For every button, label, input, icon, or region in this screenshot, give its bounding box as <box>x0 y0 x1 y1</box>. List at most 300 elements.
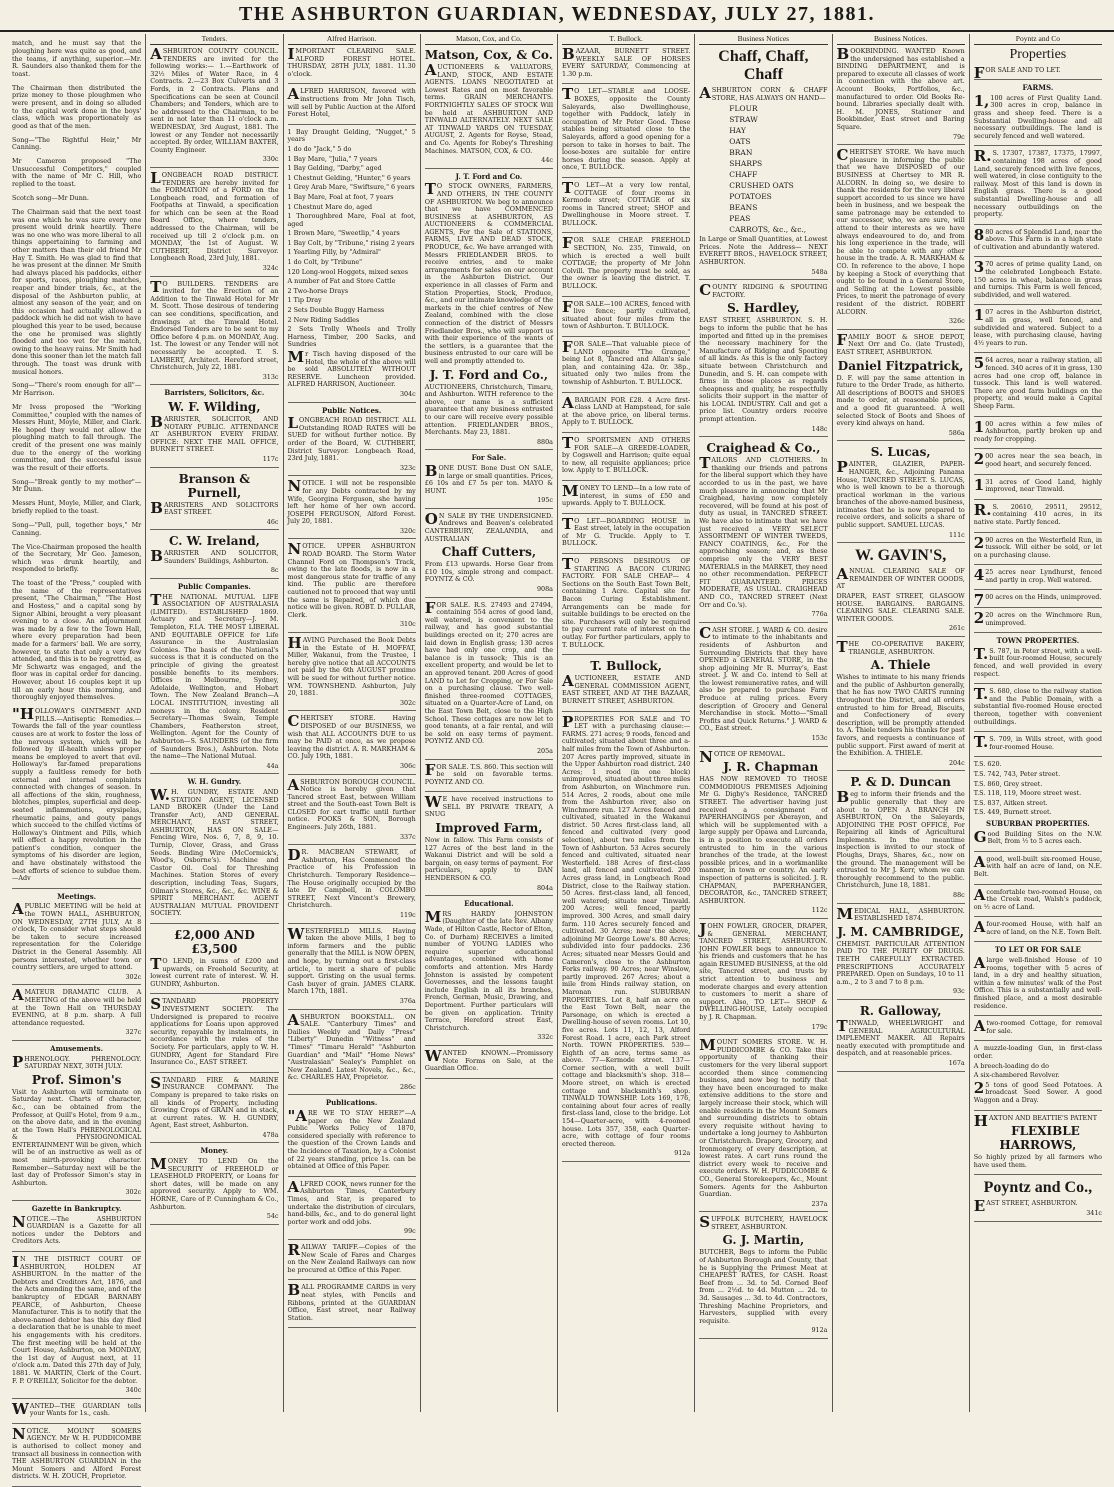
ad-reference-code: 804a <box>536 883 553 892</box>
ad-body: Good Building Sites on the N.W. Belt, from ½ to 5 acres each. <box>973 827 1102 846</box>
ad-reference-code: 148c <box>811 424 828 433</box>
column-heading: Business Notices <box>699 34 827 45</box>
ad-body: TINWALD, WHEELWRIGHT and GENERAL AGRICULTURAL IMPLEMENT MAKER. All Repairs neatly executed with promptitude and despatch, and at reasonable prices. <box>836 1016 965 1058</box>
ad-body: Beg to inform their friends and the public generally that they are about to OPEN A BRANCH IN ASHBURTON, On the Saleyards, ADJOINING THE POST OFFICE, For Repairing all kinds of Agricultural Implements. In the meantime inspection is invited to our stock of Ploughs, Drays, Shares, &c., now on the ground. The management will be entrusted to Mr J. Kerr, whom we can thoroughly recommend to the public. Christchurch, June 18, 1881. <box>836 788 965 890</box>
advertisement <box>562 659 690 711</box>
paragraph-text: Song—"The Rightful Heir," Mr Canning. <box>12 135 142 152</box>
ad-body: WANTED—THE GUARDIAN tells your Wants for 1s., cash. <box>12 1399 142 1418</box>
list-item: A six-chambered Revolver. <box>973 1071 1060 1080</box>
ad-display-name: A. Thiele <box>870 658 931 673</box>
ad-body: BARRISTER, SOLICITOR, AND NOTARY PUBLIC. ATTENDANCE AT ASHBURTON EVERY FRIDAY. OFFICE: NEXT THE MAIL OFFICE, BURNETT STREET. <box>150 412 279 454</box>
ad-reference-code: 324c <box>262 264 279 273</box>
advertisement <box>973 827 1102 852</box>
list-item: T.S. 860, Grey street. <box>973 779 1043 788</box>
ad-body-continued: EAST STREET, ASHBURTON. S. H. begs to inform the public that he has imported and fitted up in the premises the necessary machinery for the Manufacture of Ridging and Spouting of all kinds. As this is the only factory situate between Christchurch and Dunedin, and S. H. can compete with firms in those places as regards cheapness and quality, he respectfully solicits their support in the matter of his LOCAL INDUSTRY. Call and get a price list. Country orders receive prompt attention. <box>699 316 828 424</box>
ad-body: Acomfortable two-roomed House, on the Creek road, Walsh's paddock, on ½ acre of Land. <box>973 885 1102 911</box>
ad-body-continued: CHEMIST. PARTICULAR ATTENTION PAID TO THE PURITY OF DRUGS. TEETH CAREFULLY EXTRACTED. PRESCRIPTIONS ACCURATELY PREPARED. Open on Sundays, 10 to 11 a.m., 2 to 3 and 7 to 8 p.m. <box>836 939 965 986</box>
section-heading: J. T. Ford and Co. <box>455 171 523 181</box>
advertisement <box>287 1240 416 1280</box>
paragraph-text: Song—"There's room enough for all"—Mr Harrison. <box>12 381 142 398</box>
ad-display-name: C. W. Ireland, <box>168 534 260 549</box>
advertisement <box>973 533 1102 566</box>
section-heading: Public Companies. <box>177 582 251 592</box>
ad-body: NOTICE OF REMOVAL. <box>699 747 786 766</box>
section-heading: Money. <box>200 1146 229 1156</box>
ad-body-continued: BUTCHER, Begs to inform the Public of Ashburton Borough and County, that he is Supplying the Primest Meat at CHEAPEST RATES, for CASH. Roast Beef from ... 3d. to 5d. Corned Beef from ... 2½d. to 4d. Mutton ... 2d. to 3d. Sausages ... 3d. to 4d. Contractors, Threshing Machine Proprietors, and Harvesters, supplied with every requisite. <box>699 1248 828 1325</box>
advertisement <box>837 775 965 903</box>
column-3 <box>283 34 420 1412</box>
ad-body: 370 acres of prime quality Land, on the celebrated Longbeach Estate. 150 acres in wheat, balance in grass and turnips. This Farm is well fenced, subdivided, and well watered. <box>973 258 1102 299</box>
ad-reference-code: 548a <box>811 267 828 276</box>
ad-display-name: J. R. Chapman <box>723 760 819 775</box>
advertisement <box>837 445 965 543</box>
goods-item: OATS <box>729 137 751 147</box>
list-item: 1 Thoroughbred Mare, Foal at foot, aged <box>287 212 416 228</box>
advertisement <box>973 450 1102 474</box>
section-heading: Barristers, Solicitors, &c. <box>164 388 265 398</box>
ad-body: FOR SALE. T.S. 860. This section will be sold on favorable terms. POYNTZ AND CO. <box>424 760 553 786</box>
ad-body: 220 acres on the Winchmore Run, unimproved. <box>973 609 1102 628</box>
ad-body: TO LET—BOARDING HOUSE in East street, lately in the occupation of Mr G. Truckle. Apply to T. BULLOCK. <box>562 514 691 548</box>
advertisement <box>287 540 416 633</box>
ad-body: Atwo-roomed Cottage, for removal for sale. <box>973 1017 1102 1036</box>
goods-item: CARROTS, &c., &c., <box>729 225 807 235</box>
goods-item: BRAN <box>729 148 753 158</box>
advertisement <box>287 712 416 774</box>
ad-body: BALL PROGRAMME CARDS in very neat styles, with Pencils and Ribbons, printed at the GUARDIAN Office, East street, near Railway Station. <box>287 1281 416 1322</box>
ad-body: R.S. 17307, 17387, 17375, 17997, containing 198 acres of good Land, securely fenced with live fences, well watered, in close contiguity to the railway. Most of this land is down in English grass. There is a good substantial Dwelling-house and all necessary outbuildings on the property. <box>973 147 1102 219</box>
ad-body: 290 acres on the Westerfield Run, in tussock. Will either be sold, or let on a purchasing clause. <box>973 533 1102 559</box>
paragraph-text: The Vice-Chairman proposed the health of the Secretary, Mr Geo. Jameson, which was drunk heartily, and responded to briefly. <box>12 542 142 574</box>
ad-reference-code: 167a <box>948 1058 965 1067</box>
ad-body-continued: From £13 upwards. Horse Gear from £10 10s, simple strong and compact. FOYNTZ & CO. <box>424 560 553 584</box>
advertisement <box>973 258 1102 305</box>
ad-body: 200 acres near the sea beach, in good heart, and securely fenced. <box>973 450 1102 469</box>
advertisement <box>287 634 416 711</box>
advertisement <box>150 1155 279 1225</box>
ad-reference-code: 880a <box>536 437 553 446</box>
ad-body: RAILWAY TARIFF.—Copies of the New Scale of Fares and Charges on the New Zealand Railways can now be procured at Office of this Paper. <box>287 1240 416 1274</box>
ad-body: JOHN FOWLER, GROCER, DRAPER, & GENERAL MERCHANT, TANCRED STREET, ASHBURTON. JOHN FOWLER begs to announce to his friends and customers that he has again RESUMED BUSINESS, at the old site, Tancred street, and trusts by strict attention to business and moderate charges and every attention to customers to merit a share of support. Also, TO LET— SHOP & DWELLING-HOUSE, Lately occupied by J. R. Chapman. <box>699 919 828 1022</box>
goods-item: POTATOES <box>729 192 772 202</box>
list-item: A muzzle-loading Gun, in first-class order. <box>973 1044 1102 1060</box>
advertisement <box>973 354 1102 416</box>
ad-body: FOR SALE—100 ACRES, fenced with live fence; partly cultivated, situated about four miles from the town of Ashburton. T. BULLOCK. <box>562 297 691 331</box>
advertisement <box>562 85 691 178</box>
advertisement <box>150 785 279 924</box>
advertisement <box>973 566 1102 590</box>
ad-display-name: Chaff Cutters, <box>441 545 537 560</box>
ad-reference-code: 327c <box>125 1028 142 1037</box>
ad-reference-code: 326c <box>948 317 965 326</box>
list-item: A breech-loading do do <box>973 1061 1049 1070</box>
advertisement <box>836 330 965 442</box>
advertisement <box>973 733 1102 757</box>
ad-display-name: W. F. Wilding, <box>168 399 261 414</box>
ad-body: Agood, well-built six-roomed House, with half an acre of land, on N.E. Belt. <box>973 852 1102 878</box>
advertisement <box>424 598 553 760</box>
article-paragraph <box>12 522 141 537</box>
ad-display-name: Matson, Cox, & Co. <box>424 48 553 62</box>
ad-body: FOR SALE. R.S. 27493 and 27494, containing 554 acres of good land, well watered, is convenient to the railway, and has good substantial buildings erected on it; 270 acres are laid down in English grass; 130 acres have had only one crop, and the balance is in tussock; This is an excellent property, and would be let to an approved tenant. 200 Acres of good LAND to Let for Cropping, or For Sale on a purchasing clause. Two well-finished three-roomed COTTAGES, situated on a Quarter-Acre of Land, on the East Town Belt, close to the High School. These cottages are now let to good tenants, at a fair rental, and will be sold on easy terms of payment. POYNTZ AND CO. <box>424 598 553 746</box>
ad-body: AUCTIONEER, ESTATE AND GENERAL COMMISSION AGENT, EAST STREET, AND AT THE BAZAAR, BURNETT STREET, ASHBURTON. <box>562 672 691 705</box>
ad-body-continued: Wishes to intimate to his many friends and the public of Ashburton generally, that he has now TWO CARTS running throughout the District, and all orders entrusted to him for Bread, Biscuits, and Confectionery of every description, will be promptly attended to. A. Thiele tenders his thanks for past favors, and requests a continuance of public support. First award of merit at the Exhibition. A. THIELE. <box>836 673 965 758</box>
section-heading: SUBURBAN PROPERTIES. <box>986 818 1090 828</box>
advertisement <box>562 338 691 393</box>
ad-reference-code: 205a <box>536 746 553 755</box>
ad-body: ASHBURTON BOROUGH COUNCIL. Notice is hereby given that Tancred street East, between William street and the South-east Town Belt is CLOSED for cart traffic until further notice. FOOKS & SON, Borough Engineers. July 26th, 1881. <box>287 775 416 832</box>
ad-body: 700 acres on the Hinds, unimproved. <box>973 591 1102 610</box>
advertisement <box>424 793 553 896</box>
advertisement <box>699 441 827 622</box>
advertisement <box>150 400 278 468</box>
article-paragraph <box>12 209 141 376</box>
paragraph-text: The toast of the "Press," coupled with the name of the representatives present, "The Chairman," "The Host and Hostess," and a capital song by Signor Albini, brought a very pleasant evening to a close. An adjournment was made by a few to the Town Hall, where every preparation had been made for a farmers' ball. We are sorry, however, to state that only a very few attended, and this is to be regretted, as Mr Schwartz was engaged, and the floor was in capital order for dancing. However, about 16 couples kept it up till an early hour this morning, and thoroughly enjoyed themselves. <box>12 579 142 702</box>
ad-body: ABARGAIN FOR £28. 4 Acre first-class LAND at Hampstead, for sale at the above price, on liberal terms. Apply to T. BULLOCK. <box>562 393 691 427</box>
paragraph-text: Song—"Break gently to my mother"—Mr Dunn. <box>12 477 142 494</box>
advertisement <box>287 1177 416 1240</box>
ad-body: 880 acres of Splendid Land, near the above. This Farm is in a high state of cultivation and abundantly watered. <box>973 225 1102 251</box>
ad-body: NOTICE. I will not be responsible for any Debts contracted by my Wife, Georgina Ferguson, she having left her home of her own accord. JOSEPH FERGUSON, Alford Forest. July 20, 1881. <box>287 477 416 526</box>
advertisement <box>12 1212 142 1252</box>
ad-body: COUNTY RIDGING & SPOUTING FACTORY. <box>699 281 828 300</box>
ad-body: LONGBEACH ROAD DISTRICT. ALL Outstanding ROAD RATES will be SUED for without further notice. By order of the Board, W. CUTHBERT, District Surveyor. Longbeach Road, 23rd July, 1881. <box>287 414 416 463</box>
ad-body: IMPORTANT CLEARING SALE. ALFORD FOREST HOTEL. THURSDAY, 28TH JULY, 1881. 11.30 o'clock. <box>287 45 416 78</box>
ad-body-continued: HAS NOW REMOVED TO THOSE COMMODIOUS PREMISES Adjoining Mr G. Digby's Residence, TANCRED STREET. The advertiser having just received a consignment of PAPERHANGINGS per Aberayon, and which will be supplemented with a large supply per Opawa and Lurcanda, is in a position to execute all orders entrusted to him in the various branches of the trade, at the lowest possible prices, and in a workmanlike manner, in town or country. An early inspection of patterns is solicited. J. R. CHAPMAN, PAPERHANGER, DECORATOR, &c., TANCRED STREET, ASHBURTON. <box>699 775 828 905</box>
paragraph-text: Scotch song—Mr Dunn. <box>12 194 89 203</box>
list-item: 1 Bay Gelding, "Darby," aged <box>287 164 382 173</box>
ad-display-name: G. J. Martin, <box>722 1233 805 1248</box>
advertisement <box>973 918 1102 942</box>
article-paragraph <box>12 195 141 203</box>
newspaper-title: THE ASHBURTON GUARDIAN, WEDNESDAY, JULY 27, 1881. <box>239 3 875 25</box>
advertisement <box>150 995 279 1072</box>
list-item: T.S. 837, Aitken street. <box>973 798 1048 807</box>
ad-reference-code: 908a <box>536 585 553 594</box>
advertisement <box>287 1010 416 1096</box>
ad-reference-code: 376a <box>399 996 416 1005</box>
ad-body: MONEY TO LEND—In a low rate of interest, in sums of £50 and upwards. Apply to T. BULLOCK. <box>562 481 691 508</box>
ad-body: TAILORS AND CLOTHIERS. In thanking our friends and patrons for the liberal support which they have accorded to us in the past, we have much pleasure in announcing that Mr Craighead, having now completely recovered, will be found at his post of duty as usual, in TANCRED STREET. We have also to intimate that we have just received a VERY SELECT ASSORTMENT OF WINTER TWEEDS, FANCY COATINGS, &c., For the approaching season; and, as these comprise only the VERY BEST MATERIALS in the MARKET, they need no other recommendation. PERFECT FIT GUARANTEED. PRICES MODERATE, AS USUAL. CRAIGHEAD AND CO., TANCRED STREET (Next Orr and Co.'s). <box>699 454 828 609</box>
advertisement <box>150 590 279 775</box>
advertisement <box>424 180 553 450</box>
advertisement <box>150 472 278 531</box>
advertisement <box>12 705 142 889</box>
ad-body-continued: So highly prized by all farmers who have used them. <box>973 1153 1102 1169</box>
advertisement <box>837 547 965 637</box>
ad-body: PHRENOLOGY. PHRENOLOGY. SATURDAY NEXT, 30TH JULY. <box>12 1052 142 1071</box>
ad-body: THE CO-OPERATIVE BAKERY, TRIANGLE, ASHBURTON. <box>836 638 965 656</box>
ad-body: FOR SALE CHEAP. FREEHOLD SECTION, No. 235, Tinwald, on which is erected a well built COTTAGE; the property of Mr John Colvill. The property must be sold, as the owner is leaving the district. T. BULLOCK. <box>562 234 691 291</box>
ad-body: BARRISTER AND SOLICITOR, Saunders' Buildings, Ashburton. <box>150 547 279 566</box>
advertisement <box>836 146 965 330</box>
masthead <box>0 0 1114 32</box>
column-5 <box>557 34 694 1412</box>
advertisement <box>12 1424 142 1487</box>
advertisement <box>973 91 1102 147</box>
advertisement <box>287 924 416 1010</box>
advertisement <box>836 904 965 1000</box>
ad-body: 425 acres near Lyndhurst, fenced and partly in crop. Well watered. <box>973 566 1102 585</box>
article-paragraph <box>12 544 141 574</box>
article-paragraph <box>12 158 141 188</box>
list-item: 1 do do "Jack," 5 do <box>287 144 352 153</box>
goods-list <box>699 104 827 234</box>
advertisement <box>973 147 1102 224</box>
advertisement <box>12 986 142 1041</box>
article-paragraph <box>12 85 141 131</box>
advertisement <box>424 509 553 598</box>
ad-reference-code: 119c <box>399 911 416 919</box>
column-7 <box>832 34 969 1412</box>
item-list <box>974 761 1102 817</box>
ad-body: LONGBEACH ROAD DISTRICT. TENDERS are hereby invited for the FORMATION of a FORD on the Longbeach road, and formation of Footpaths at Tinwald, a specification for which can be seen at the Road Board Office, where tenders, addressed to the Chairman, will be received up till 2 o'clock p.m. on MONDAY, the 1st of August. W. CUTHBERT, District Surveyor. Longbeach Road, 23rd July, 1881. <box>150 168 279 263</box>
advertisement <box>150 168 279 277</box>
goods-item: BEANS <box>729 203 758 213</box>
advertisement <box>287 348 416 403</box>
ad-body: IN THE DISTRICT COURT OF ASHBURTON, HOLDEN AT ASHBURTON. In the matter of the Debtors and Creditors Act, 1876, and the Acts amending the same, and of the bankruptcy of EDGAR BARNABY PEARCE, of Ashburton, Cheese Manufacturer. This is to notify that the above-named debtor has this day filed a declaration that he is unable to meet his engagements with his creditors. The first meeting will be held at the Court House, Ashburton, on MONDAY, the 1st day of August next, at 11 o'clock a.m. Dated this 27th day of July, 1881. W. MARTIN, Clerk of the Court. F. P. O'REILLY, Solicitor for the debtor. <box>12 1253 142 1385</box>
list-item: 1 Chestnut Mare do, aged <box>287 202 373 211</box>
advertisement <box>973 1078 1102 1111</box>
advertisement <box>424 1046 553 1079</box>
advertisement <box>973 1111 1102 1176</box>
ad-body: "HOLLOWAY'S OINTMENT AND PILLS.—Antiseptic Remedies.—Towards the fall of the year countless causes are at work to foster the loss of the nervous system, which will be followed by ill-health unless proper means be employed to avert that evil. Holloway's far-famed preparations supply a faultless remedy for both external and internal complaints connected with changes of season. In all affections of the skin, roughness, blotches, pimples, superficial and deep-seated inflammations, erysipelas, rheumatic pains, and gouty pangs which succeed to the chilled victims of Holloway's Ointment and Pills, which will effect a happy revolution in the patient's condition, conquer the symptoms of his disorder are legion, and have obstinately withstood the best efforts of science to subdue them.—Adv <box>12 705 142 883</box>
advertisement <box>973 225 1102 258</box>
list-item: 2 Two-horse Drays <box>287 286 349 295</box>
ad-reference-code: 112c <box>811 906 828 915</box>
advertisement <box>562 433 691 481</box>
ad-body: EAST STREET, ASHBURTON. <box>973 1197 1078 1216</box>
ad-body: R.S. 20610, 29511, 29512, containing 410 acres, in its native state. Partly fenced. <box>973 500 1102 526</box>
ad-reference-code: 302c <box>399 698 416 707</box>
ad-reference-code: 912a <box>674 1149 691 1158</box>
ad-body: WESTERFIELD MILLS. Having taken the above Mills, I beg to inform farmers and the public generally that the MILL is NOW OPEN, and hope, by turning out a first-class article, to merit a share of public support. Gristing on the usual terms. Cash buyer of grain. JAMES CLARK. March 17th, 1881. <box>287 924 416 996</box>
ad-body: TO BUILDERS. TENDERS are invited for the Erection of an Addition to the Tinwald Hotel for Mr M. Scott. Those desirous of tendering can see conditions, specification, and drawings at the Tinwald Hotel. Endorsed Tenders are to be sent to my Office before 4 p.m. on MONDAY, Aug. 1st. The lowest or any Tender will not necessarily be accepted. T. S. LAMBERT, Architect. Hereford street, Christchurch, July 22, 1881. <box>150 277 279 372</box>
advertisement <box>562 712 691 1162</box>
ad-body: TO LET—STABLE and LOOSE-BOXES, opposite the County Saleyards, also Dwellinghouse, together with Paddock, lately in occupation of Mr Peter Good. These stables being situated close to the Saleyards, afford a good opening for a person to take in horses to bait. The loose-boxes are suitable for entire horses during the season. Apply at once, T. BULLOCK. <box>562 85 691 172</box>
ad-body: TO LET—At a very low rental, COTTAGE of four rooms in Kermode street; COTTAGE of six rooms in Tancred street; SHOP and Dwellinghouse in Moore street. T. BULLOCK. <box>562 178 691 227</box>
advertisement <box>973 685 1102 732</box>
ad-body: ASHBURTON BOOKSTALL. ON SALE. "Canterbury Times" and Dailies Weekly and Daily "Press" "Liberty" Dunedin "Witness" and "Times" "Timaru Herald" "Ashburton Guardian" and "Mail" "Home News" "Australasian" Sealey's Pamphlet on New Zealand. Latest Novels, &c., &c., &c. CHARLES HAY, Proprietor. <box>287 1010 416 1082</box>
ad-display-name: Poyntz and Co., <box>983 1179 1093 1197</box>
advertisement <box>562 514 691 554</box>
ad-display-name: Craighead & Co., <box>706 441 821 456</box>
section-heading: W. H. Gundry. <box>187 777 242 787</box>
advertisement <box>562 45 691 84</box>
ad-body-continued: AUCTIONEERS, Christchurch, Timaru, and Ashburton. WITH reference to the above, our name is a sufficient guarantee that any business entrusted to our care will receive every possible attention. FRIEDLANDER BROS., Merchants. May 23, 1881. <box>424 382 553 437</box>
ad-reference-code: 286c <box>399 1082 416 1091</box>
ad-body: APUBLIC MEETING will be held at the TOWN HALL, ASHBURTON, ON WEDNESDAY, 27TH JULY, At 8 o'clock, To consider what steps should be taken to secure increased representation for the Coleridge District in the General Assembly. All persons interested, whether town or country settlers, are urged to attend. <box>12 900 142 972</box>
advertisement <box>837 1004 965 1072</box>
advertisement <box>150 928 278 994</box>
advertisement <box>699 1036 828 1212</box>
article-paragraph <box>12 580 141 702</box>
advertisement <box>12 1253 142 1399</box>
ad-display-name: S. Hardley, <box>727 301 800 316</box>
column-heading: T. Bullock. <box>562 34 690 45</box>
advertisement <box>973 1017 1102 1041</box>
list-item: T.S. 742, 743, Peter street. <box>973 769 1061 778</box>
ad-reference-code: 261c <box>948 624 965 633</box>
advertisement <box>974 1179 1102 1221</box>
advertisement <box>973 885 1102 918</box>
advertisement <box>836 638 965 771</box>
advertisement <box>424 461 553 509</box>
advertisement <box>973 475 1102 500</box>
ad-reference-code: 912a <box>811 1326 828 1335</box>
ad-body: BAZAAR, BURNETT STREET. WEEKLY SALE OF HORSES EVERY SATURDAY, Commencing at 1.30 p.m. <box>562 45 691 78</box>
ad-body: "ARE WE TO STAY HERE?"—A paper on the New Zealand Public Works Policy of 1870, considered specially with reference to the question of the Crown Lands and the Incidence of Taxation, by a Colonist of 22 years standing, price 1s. can be obtained at Office of this Paper. <box>287 1107 416 1171</box>
ad-body: ON SALE BY THE UNDERSIGNED. Andrews and Beaven's celebrated CANTERBURY, ZEALANDIA, and AUSTRALIAN <box>424 509 553 543</box>
ad-display-name: R. Galloway, <box>859 1003 942 1018</box>
ad-body: 564 acres, near a railway station, all fenced. 340 acres of it in grass, 130 acres had one crop off, balance in tussock. This land is well watered. There are good farm buildings on the property, and would make a Capital Sheep Farm. <box>973 354 1102 410</box>
advertisement <box>562 555 691 655</box>
ad-reference-code: 99c <box>404 1227 416 1236</box>
list-item: 1 Brown Mare, "Sweetlip," 4 years <box>287 229 400 238</box>
list-item: 1 Bay Colt, by "Tribune," rising 2 years <box>287 238 415 247</box>
ad-body: TO PERSONS DESIROUS OF STARTING A BACON CURING FACTORY. FOR SALE CHEAP— 4 Sections on the South East Town Belt, containing 1 Acre. Capital site for Bacon Curing Establishment. Arrangements can be made for suitable buildings to be erected on the site. Purchasers will only be required to pay current rate of interest on the outlay. For further particulars, apply to T. BULLOCK. <box>562 555 691 649</box>
ad-reference-code: 111c <box>948 530 965 539</box>
section-heading: Educational. <box>464 899 514 909</box>
section-heading: Publications. <box>325 1098 378 1108</box>
advertisement <box>699 1213 828 1339</box>
ad-body: BARRISTERS AND SOLICITORS EAST STREET. <box>150 498 279 517</box>
ad-body: FAMILY BOOT & SHOE DEPOT, Next Orr and Co. (late Trusted), EAST STREET, ASHBURTON. <box>836 330 965 356</box>
properties-title: Properties <box>1009 47 1067 62</box>
ad-body: DR. MACBEAN STEWART, of Ashburton, Has Commenced the Practice of his Profession in Christchurch. Temporary Residence—The House originally occupied by the late Dr Campbell, in COLOMBO STREET, Next Vincent's Brewery, Christchurch. <box>287 846 416 910</box>
ad-body: ALFRED HARRISON, favored with instructions from Mr John Tisch, will sell by Public Auction at the Alford Forest Hotel, <box>287 85 416 119</box>
ad-display-name: Prof. Simon's <box>31 1072 122 1087</box>
goods-item: CHAFF <box>729 170 758 180</box>
advertisement <box>287 477 416 539</box>
ad-body: AMATEUR DRAMATIC CLUB. A MEETING of the above will be held at the Town Hall on THURSDAY EVENING, at 8 p.m. sharp. A full attendance requested. <box>12 986 142 1027</box>
article-paragraph <box>12 404 141 472</box>
ad-body: STANDARD PROPERTY INVESTMENT SOCIETY. The Undersigned is prepared to receive applications for Loans upon approved security, repayable by instalments, in accordance with the rules of the Society. For particulars, apply to W. H. GUNDRY, Agent for Standard Fire Insurance Co., EAST STREET. <box>150 995 279 1067</box>
ad-body: W.H. GUNDRY, ESTATE AND STATION AGENT, LICENSED LAND BROKER (Under the Land Transfer Act), AND GENERAL MERCHANT, EAST STREET, ASHBURTON, HAS ON SALE— Fencing Wire, Nos. 6, 7, 8, 9, 10. Turnip, Clover, Grass, and Grass Seeds. Binding Wire (McCormick's, Wood's, Osborne's). Machine and Castor Oil. Coal for Threshing Machines. Station Stores of every description, including Teas, Sugars, Oilman's Stores, &c., &c., &c. WINE & SPIRIT MERCHANT. AGENT AUSTRALIAN MUTUAL PROVIDENT SOCIETY. <box>150 785 279 918</box>
advertisement <box>150 45 279 168</box>
ad-body-continued: Visit to Ashburton will terminate on Saturday next. Charts of character, &c., can be obtained from the Professor, at Quill's Hotel, from 9 a.m., on the above date, and in the evening at the Town Hall's PHRENOLOGICAL & PHYSIOGNOMICAL ENTERTAINMENT Will be given, which will be of an instructive as well as of most mirth-provoking character. Remember—Saturday next will be the last day of Professor Simon's stay in Ashburton. <box>12 1087 142 1187</box>
advertisement <box>287 414 416 476</box>
list-item: 2 Sets Double Buggy Harness <box>287 306 385 315</box>
advertisement <box>699 281 828 437</box>
goods-item: SHARPS <box>729 159 763 169</box>
ad-reference-code: 44a <box>266 761 279 770</box>
ad-display-name: J. M. CAMBRIDGE, <box>837 924 964 939</box>
ad-reference-code: 88c <box>953 891 965 900</box>
goods-item: FLOUR <box>729 104 758 114</box>
advertisement <box>562 297 691 337</box>
ad-display-name: Improved Farm, <box>435 821 543 836</box>
advertisement <box>973 954 1102 1016</box>
advertisement <box>562 481 691 514</box>
list-item: 1 Chestnut Gelding, "Hunter," 6 years <box>287 173 411 182</box>
advertisement <box>150 1073 279 1144</box>
column-2 <box>145 34 282 1412</box>
list-item: 2 New Riding Saddles <box>287 315 360 324</box>
ad-reference-code: 204c <box>948 758 965 767</box>
ad-body: CHERTSEY STORE. We have much pleasure in informing the public that we have DISPOSED of our BUSINESS at Chertsey to MR R. ALCORN. In doing so, we desire to thank the residents for the very liberal support accorded to us since we have been in business, and we bespeak the same patronage may be extended to our successor, who, we are sure, will attend to their interests as we have always endeavoured to do, and from his long experience in the trade, will be able to compete with any other house in the trade. A. R. MARKHAM & CO. In reference to the above, I hope by keeping a Stock of everything that ought to be found in a General Store, and Selling at the Lowest possible Prices, to merit the patronage of every resident of the district. ROBERT ALCORN. <box>836 146 965 316</box>
column-heading: Alfred Harrison. <box>288 34 416 45</box>
paragraph-text: The Chairman said that the next toast was one which he was sure every one present would drink heartily. There was no one who was more liberal to all things appertaining to farming and other matters than their old friend Mr Hay T. Smith. He was glad to find that he was present at the dinner. Mr Smith had always placed his paddocks, either for sports, races, ploughing matches, reaper and binder trials, &c., at the disposal of the Ashburton public, at almost any season of the year, and on this occasion had actually allowed a paddock which he did not wish to have ploughed this year to be used, because the one he promised was slightly flooded and too wet for the match, owing to the heavy rains. Mr Smith had done this sooner than let the match fall through. The toast was drunk with musical honors. <box>12 208 142 376</box>
item-list <box>288 129 416 349</box>
ad-body: WE have received instructions to SELL BY PRIVATE TREATY, A SNUG <box>424 793 553 819</box>
ad-reference-code: 54c <box>266 1212 279 1221</box>
ad-body: MOUNT SOMERS STORE. W. H. PUDDICOMBE & CO. Take this opportunity of thanking their customers for the very liberal support accorded them since commencing business, and now beg to notify that they have been encouraged to make extensive additions to the store and largely increase their stock, which will enable residents in the Mount Somers and surrounding districts to obtain every requisite without having to undertake a long journey to Ashburton or Christchurch. Drapery, Grocery, and Ironmongery, of every description, at lowest rates. A cart runs round the district every week to receive and execute orders. W. H. PUDDICOMBE & CO., General Storekeepers, &c., Mount Somers. Agents for the Ashburton Guardian. <box>699 1036 828 1199</box>
ad-body: 131 acres of Good Land, highly improved, near Tinwald. <box>973 475 1102 494</box>
ad-reference-code: 313c <box>262 372 279 381</box>
ad-reference-code: 179c <box>811 1022 828 1031</box>
ad-body-continued: DRAPER, EAST STREET, GLASGOW HOUSE. BARGAINS. BARGAINS. CLEARING SALE. CLEARING SALE. WINTER GOODS. <box>836 592 965 623</box>
ad-body: ANNUAL CLEARING SALE OF REMAINDER OF WINTER GOODS, AT <box>836 565 965 591</box>
advertisement <box>973 609 1102 633</box>
ad-body: TO LEND, in sums of £200 and upwards, on Freehold Security, at lowest current rate of interest. W. H. GUNDRY, Ashburton. <box>150 955 279 988</box>
ad-reference-code: 330c <box>262 155 279 164</box>
ad-body: T.S. 709, in Wills street, with good four-roomed House. <box>973 733 1102 752</box>
ad-body: 1,100 acres of First Quality Land. 300 acres in crop, balance in grass and sheep feed. There is a Substantial Dwelling-house and all necessary outbuildings. The land is securely fenced and well watered. <box>973 91 1102 140</box>
ad-body: FOR SALE AND TO LET. <box>973 63 1061 82</box>
paragraph-text: Song—"Pull, pull, together boys," Mr Canning. <box>12 520 142 537</box>
list-item: T.S. 118, 119, Moore street west. <box>973 789 1082 798</box>
paragraph-text: Messrs Hunt, Moyle, Miller, and Clark, briefly replied to the toast. <box>12 499 142 515</box>
ad-body: TO SPORTSMEN AND OTHERS FOR SALE—A GREEDE-LOADER, by Cogswell and Harrison; quite equal to new, all requisite appliances; price low. Apply to T. BULLOCK. <box>562 433 691 475</box>
ad-reference-code: 44c <box>541 156 553 165</box>
advertisement <box>287 1281 416 1328</box>
paragraph-text: Mr Cameron proposed "The Unsuccessful Competitors," coupled with the name of Mr C. Hill, who replied to the toast. <box>12 157 142 189</box>
list-item: 1 Bay Mare, "Julia," 7 years <box>287 154 378 163</box>
advertisement <box>973 500 1102 533</box>
section-heading: FARMS. <box>1022 83 1054 93</box>
advertisement <box>699 919 828 1035</box>
ad-body: T.S. 787, in Peter street, with a well-built four-roomed House, securely fenced, and well provided in every respect. <box>973 644 1102 678</box>
ad-body-continued: Now in fallow. This Farm consists of 127 Acres of the best land in the Wakanui District and will be sold a bargain, on easy terms of payment. For particulars, apply to DAN HENDERSON & CO. <box>424 836 553 883</box>
advertisement <box>424 760 553 793</box>
ad-body: AUCTIONEERS & VALUATORS, LAND, STOCK, AND ESTATE AGENTS. LOANS NEGOTIATED at Lowest Rates and on most favorable terms. GRAIN MERCHANTS. FORTNIGHTLY SALES OF STOCK Will be held at ASHBURTON AND TINWALD ALTERNATELY. NEXT SALE AT TINWALD YARDS ON TUESDAY, AUGUST, 2. Agents for Royse, Stead, and Co. Agents for Robey's Threshing Machines. MATSON, COX, & CO. <box>424 61 553 155</box>
ad-display-name: Branson & Purnell, <box>178 471 251 500</box>
ad-reference-code: 79c <box>953 132 965 141</box>
ad-reference-code: 332c <box>537 1033 553 1042</box>
ad-body: NOTICE.—The ASHBURTON GUARDIAN is a Gazette for all notices under the Debtors and Creditors Acts. <box>12 1212 142 1246</box>
ad-body: MEDICAL HALL, ASHBURTON. ESTABLISHED 1874. <box>836 904 965 923</box>
advertisement <box>287 85 416 124</box>
ad-reference-code: 302c <box>125 1188 142 1197</box>
advertisement <box>287 846 416 923</box>
column-heading: Poyntz and Co <box>974 34 1102 45</box>
advertisement <box>973 852 1102 885</box>
ad-body: BOOKBINDING. WANTED Known the undersigned has established a BINDING DEPARTMENT, and is prepared to execute all classes of work in connection with the above art. Account Books, Portfolios, &c., manufactured to order. Old Books Re-bound. Libraries specially dealt with. H. M. JONES, Stationer and Bookbinder, East street and Baring Square. <box>836 45 965 131</box>
column-heading: Tenders. <box>150 34 278 45</box>
ad-reference-code: 93c <box>953 987 965 996</box>
ad-display-name: S. Lucas, <box>870 445 931 460</box>
ad-reference-code: 310c <box>399 620 416 629</box>
goods-item: HAY <box>729 126 746 136</box>
ad-reference-code: 237a <box>811 1199 828 1208</box>
ad-reference-code: 306c <box>399 761 416 770</box>
ad-body: STANDARD FIRE & MARINE INSURANCE COMPANY. The Company is prepared to take risks on all kinds of Property, including Growing Crops of GRAIN and in stack, at current rates. W. H. GUNDRY, Agent, East street, Ashburton. <box>150 1073 279 1130</box>
advertisement <box>699 623 828 747</box>
ad-body: CASH STORE. J. WARD & CO. desire to intimate to the inhabitants and residents of Ashburton and Surrounding Districts that they have OPENED a GENERAL STORE, in the shop adjoining Mr R. Murray's, East street. J. W. and Co. intend to Sell at the lowest remunerative rates, and will also be prepared to purchase Farm Produce at ruling prices. Every description of Grocery and General Merchandise in stock. Motto—"Small Profits and Quick Returns." J. WARD & CO., East street. <box>699 623 828 733</box>
ad-body: SUFFOLK BUTCHERY, HAVELOCK STREET, ASHBURTON. <box>699 1213 828 1232</box>
ad-body: PAINTER, GLAZIER, PAPER-HANGER, &c., Adjoining Panama House, TANCRED STREET. S. LUCAS, who is well known to be a thorough practical workman in the various branches of the above-named business, intimates that he is now prepared to receive orders, and solicits a share of public support. SAMUEL LUCAS. <box>836 458 965 530</box>
section-heading: Gazette in Bankruptcy. <box>31 1204 122 1214</box>
section-heading: For Sale. <box>471 453 507 463</box>
goods-item: PEAS <box>729 214 751 224</box>
list-item: 1 do Colt, by "Tribune" <box>287 258 363 267</box>
advertisement <box>12 1052 142 1202</box>
ad-body: 100 acres within a few miles of Ashburton, partly broken up and ready for cropping. <box>973 417 1102 443</box>
ad-reference-code: 776a <box>811 610 828 619</box>
ad-reference-code: 8c <box>270 566 279 575</box>
section-heading: TOWN PROPERTIES. <box>996 636 1080 646</box>
